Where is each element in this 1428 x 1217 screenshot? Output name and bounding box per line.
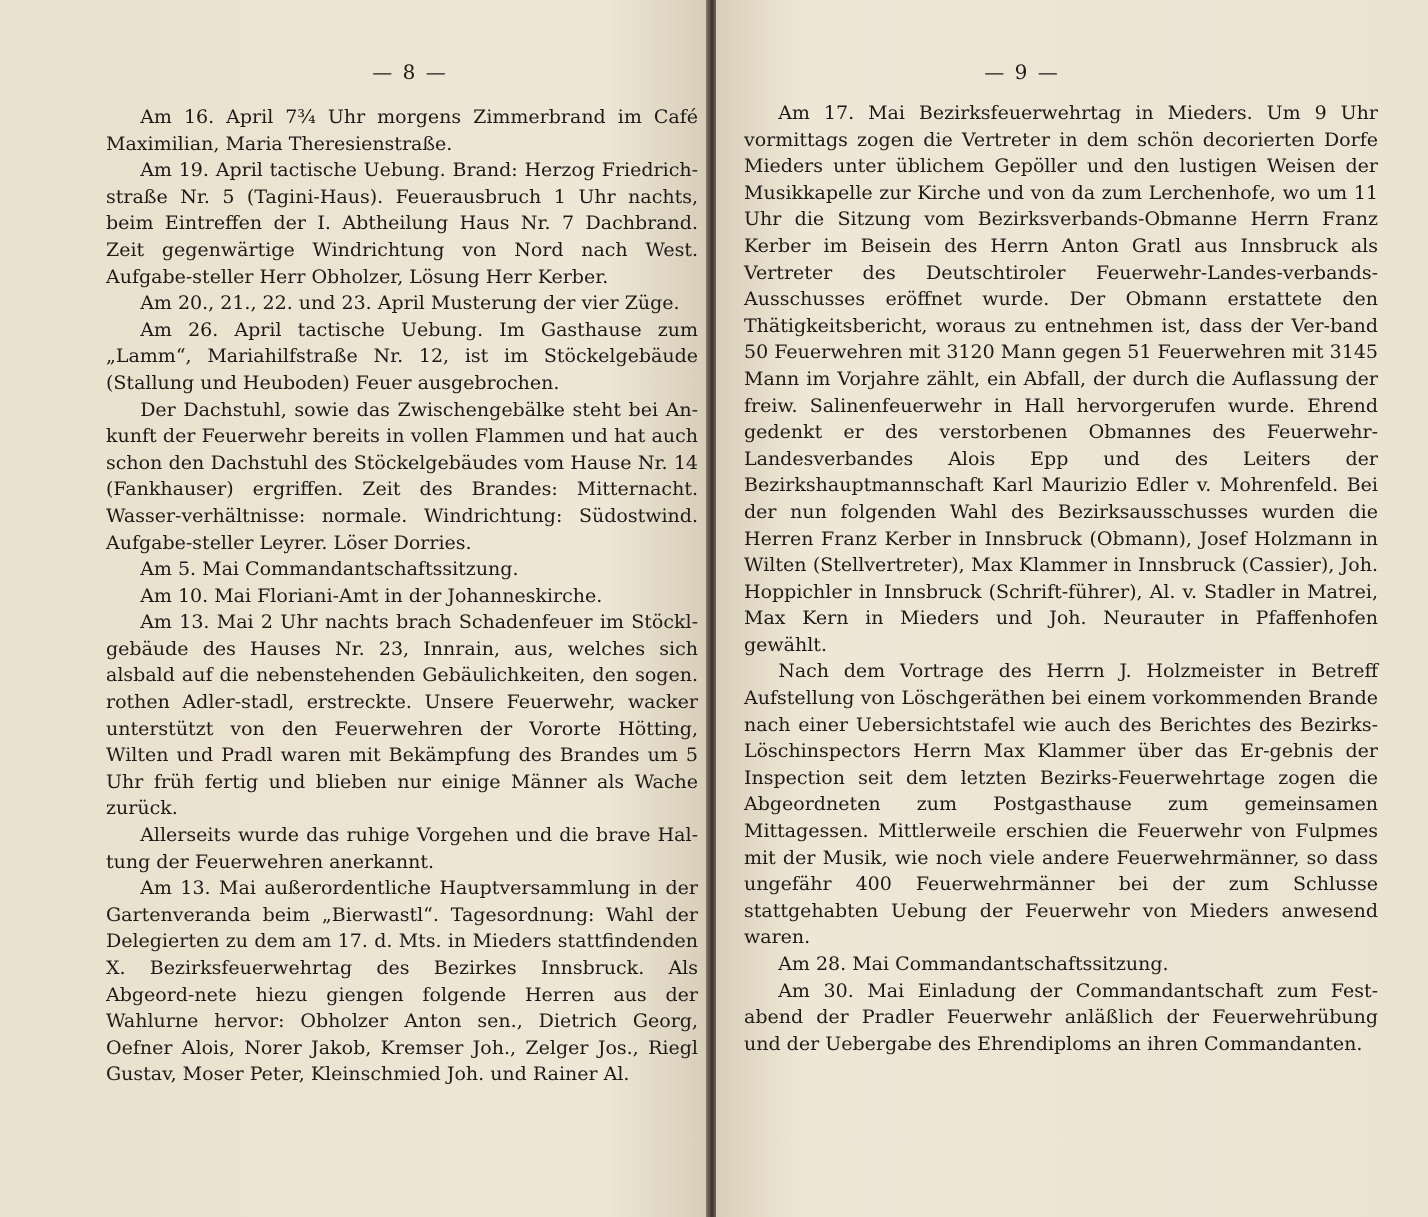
paragraph: Am 13. Mai außerordentliche Hauptversammlung in der Gartenveranda beim „Bierwastl“. Tagesordnung: Wahl der Delegierten zu dem am 17. d. Mts. in Mieders stattfindenden X. Bezirksfeuerwehrtag des Bezirkes Innsbruck. Als Abgeord-nete hiezu giengen folgende Herren aus der Wahlurne hervor: Obholzer Anton sen., Dietrich Georg, Oefner Alois, Norer Jakob, Kremser Joh., Zelger Jos., Riegl Gustav, Moser Peter, Kleinschmied Joh. und Rainer Al. bbox=[106, 877, 698, 1086]
left-page bbox=[0, 0, 708, 1217]
page-number-right: — 9 — bbox=[984, 60, 1060, 84]
paragraph: Am 16. April 7¾ Uhr morgens Zimmerbrand im Café Maximilian, Maria Theresienstraße. bbox=[106, 106, 698, 155]
paragraph: Am 19. April tactische Uebung. Brand: Herzog Friedrich-straße Nr. 5 (Tagini-Haus). Feuerausbruch 1 Uhr nachts, beim Eintreffen der I. Abtheilung Haus Nr. 7 Dachbrand. Zeit gegenwärtige Windrichtung von Nord nach West. Aufgabe-steller Herr Obholzer, Lösung Herr Kerber. bbox=[106, 159, 698, 288]
right-page bbox=[716, 0, 1428, 1217]
paragraph: Am 28. Mai Commandantschaftssitzung. bbox=[778, 953, 1169, 975]
paragraph: Am 26. April tactische Uebung. Im Gasthause zum „Lamm“, Mariahilfstraße Nr. 12, ist im Stöckelgebäude (Stallung und Heuboden) Feuer ausgebrochen. bbox=[106, 318, 698, 394]
paragraph: Am 5. Mai Commandantschaftssitzung. bbox=[140, 558, 519, 581]
paragraph: Nach dem Vortrage des Herrn J. Holzmeister in Betreff Aufstellung von Löschgeräthen bei einem vorkommenden Brande nach einer Uebersichtstafel wie auch des Berichtes des Bezirks-Löschinspectors Herrn Max Klammer über das Er-gebnis der Inspection seit dem letzten Bezirks-Feuerwehrtage zogen die Abgeordneten zum Postgasthause zum gemeinsamen Mittagessen. Mittlerweile erschien die Feuerwehr von Fulpmes mit der Musik, wie noch viele andere Feuerwehrmänner, so dass ungefähr 400 Feuerwehrmänner bei der zum Schlusse stattgehabten Uebung der Feuerwehr von Mieders anwesend waren. bbox=[744, 660, 1378, 949]
paragraph: Am 10. Mai Floriani-Amt in der Johanneskirche. bbox=[140, 584, 603, 607]
paragraph: Am 13. Mai 2 Uhr nachts brach Schadenfeuer im Stöckl-gebäude des Hauses Nr. 23, Innrain, aus, welches sich alsbald auf die nebenstehenden Gebäulichkeiten, den sogen. rothen Adler-stadl, erstreckte. Unsere Feuerwehr, wacker unterstützt von den Feuerwehren der Vororte Hötting, Wilten und Pradl waren mit Bekämpfung des Brandes um 5 Uhr früh fertig und blieben nur einige Männer als Wache zurück. bbox=[106, 611, 698, 820]
paragraph: Am 20., 21., 22. und 23. April Musterung der vier Züge. bbox=[140, 292, 680, 315]
paragraph: Am 30. Mai Einladung der Commandantschaft zum Fest-abend der Pradler Feuerwehr anläßlich der Feuerwehrübung und der Uebergabe des Ehrendiploms an ihren Commandanten. bbox=[744, 979, 1378, 1055]
paragraph: Der Dachstuhl, sowie das Zwischengebälke steht bei An-kunft der Feuerwehr bereits in vollen Flammen und hat auch schon den Dachstuhl des Stöckelgebäudes vom Hause Nr. 14 (Fankhauser) ergriffen. Zeit des Brandes: Mitternacht. Wasser-verhältnisse: normale. Windrichtung: Südostwind. Aufgabe-steller Leyrer. Löser Dorries. bbox=[106, 398, 698, 554]
left-page-text bbox=[106, 104, 698, 1088]
right-page-text bbox=[744, 100, 1378, 1057]
page-number-left: — 8 — bbox=[372, 60, 448, 84]
paragraph: Am 17. Mai Bezirksfeuerwehrtag in Mieders. Um 9 Uhr vormittags zogen die Vertreter in dem schön decorierten Dorfe Mieders unter üblichem Gepöller und den lustigen Weisen der Musikkapelle zur Kirche und von da zum Lerchenhofe, wo um 11 Uhr die Sitzung vom Bezirksverbands-Obmanne Herrn Franz Kerber im Beisein des Herrn Anton Gratl aus Innsbruck als Vertreter des Deutschtiroler Feuerwehr-Landes-verbands-Ausschusses eröffnet wurde. Der Obmann erstattete den Thätigkeitsbericht, woraus zu entnehmen ist, dass der Ver-band 50 Feuerwehren mit 3120 Mann gegen 51 Feuerwehren mit 3145 Mann im Vorjahre zählt, ein Abfall, der durch die Auflassung der freiw. Salinenfeuerwehr in Hall hervorgerufen wurde. Ehrend gedenkt er des verstorbenen Obmannes des Feuerwehr-Landesverbandes Alois Epp und des Leiters der Bezirkshauptmannschaft Karl Maurizio Edler v. Mohrenfeld. Bei der nun folgenden Wahl des Bezirksausschusses wurden die Herren Franz Kerber in Innsbruck (Obmann), Josef Holzmann in Wilten (Stellvertreter), Max Klammer in Innsbruck (Cassier), Joh. Hoppichler in Innsbruck (Schrift-führer), Al. v. Stadler in Matrei, Max Kern in Mieders und Joh. Neurauter in Pfaffenhofen gewählt. bbox=[744, 102, 1378, 656]
paragraph: Allerseits wurde das ruhige Vorgehen und die brave Hal-tung der Feuerwehren anerkannt. bbox=[106, 824, 698, 873]
